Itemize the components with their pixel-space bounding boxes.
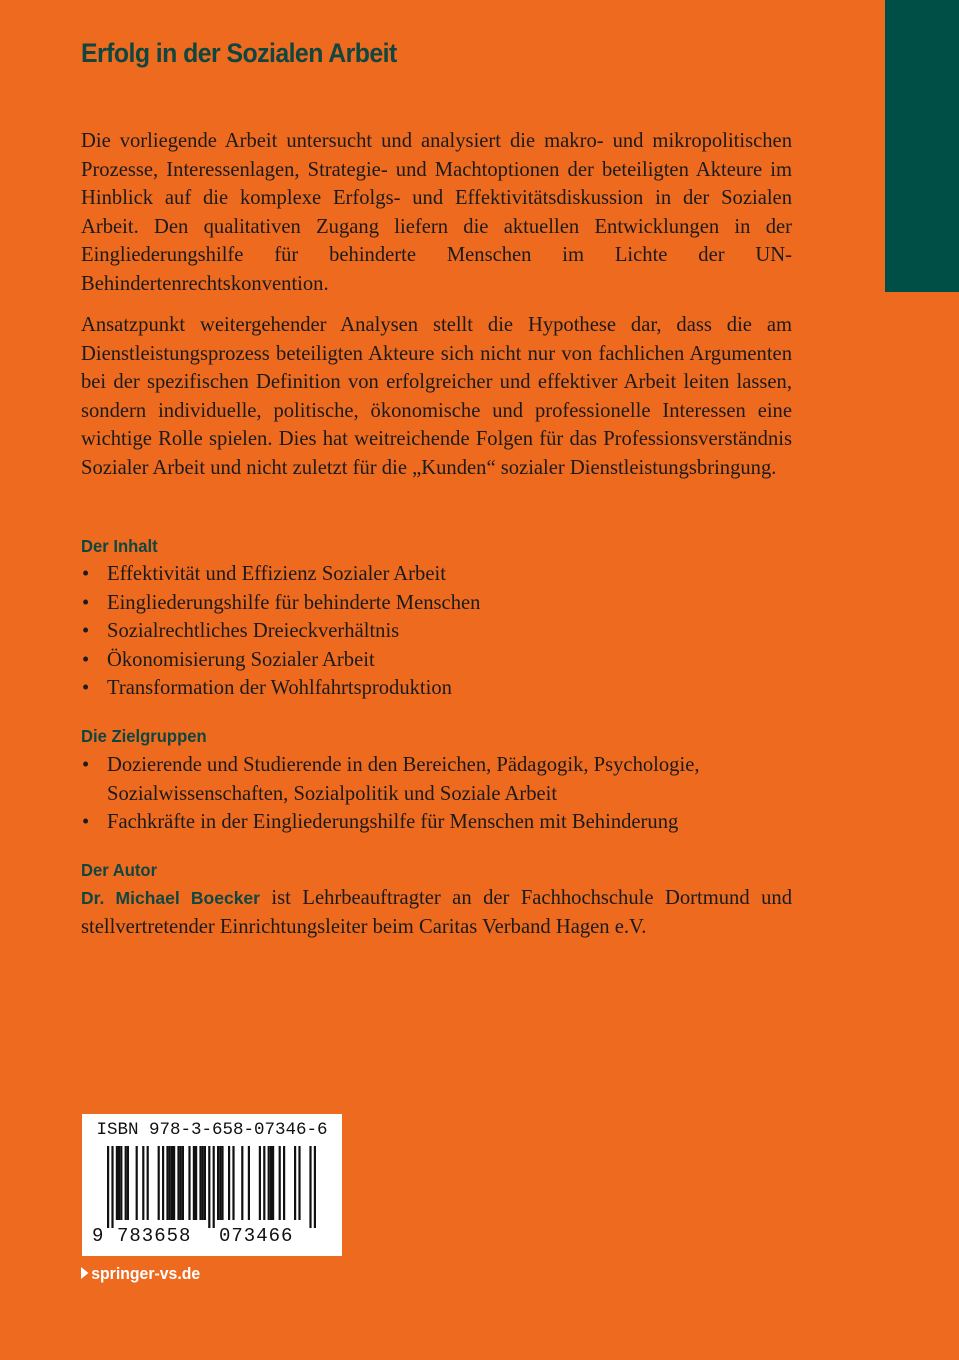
- contents-list-item: • Ökonomisierung Sozialer Arbeit: [81, 646, 801, 675]
- contents-list-item: • Sozialrechtliches Dreieckverhältnis: [81, 617, 801, 646]
- barcode-bar: [162, 1146, 164, 1220]
- author-bio-text: ist Lehrbeauftragter an der Fachhochschule Dortmund und stellvertretender Einrichtungsleiter beim Caritas Verband Hagen e.V.: [81, 887, 792, 938]
- barcode-bar: [213, 1146, 215, 1228]
- barcode-bar: [158, 1146, 160, 1220]
- bullet-icon: •: [82, 620, 90, 643]
- barcode-bar: [232, 1146, 234, 1220]
- author-bio: [81, 884, 792, 941]
- ean-first-digit: 9: [92, 1225, 105, 1247]
- barcode-bar: [309, 1146, 311, 1228]
- barcode-bar: [169, 1146, 171, 1220]
- barcode-bar: [147, 1146, 149, 1220]
- barcode-bar: [248, 1146, 250, 1220]
- barcode-bar: [272, 1146, 274, 1220]
- barcode-bar: [193, 1146, 195, 1220]
- barcode-bar: [188, 1146, 190, 1220]
- isbn-label: ISBN 978-3-658-07346-6: [96, 1120, 328, 1140]
- author-heading: Der Autor: [81, 860, 158, 880]
- bullet-icon: •: [82, 591, 90, 614]
- barcode-bar: [118, 1146, 120, 1220]
- barcode-bar: [263, 1146, 265, 1220]
- bullet-icon: •: [82, 754, 90, 776]
- description-paragraph-1: Die vorliegende Arbeit untersucht und analysiert die makro- und mikropolitischen Prozesse, Interessenlagen, Strategie- und Machtoptionen der beteiligten Akteure im Hinblick auf die komplexe Erfolgs- und Effektivitätsdiskussion in der Sozialen Arbeit. Den qualitativen Zugang liefern die aktuellen Entwicklungen in der Eingliederungshilfe für behinderte Menschen im Lichte der UN-Behindertenrechtskonvention.: [81, 130, 792, 295]
- contents-list: [81, 560, 801, 703]
- ean-left-digits: 783658: [117, 1225, 192, 1247]
- contents-list-item: • Eingliederungshilfe für behinderte Menschen: [81, 589, 801, 618]
- barcode-bar: [116, 1146, 118, 1220]
- barcode-bar: [279, 1146, 281, 1220]
- barcode-bar: [120, 1146, 122, 1220]
- book-title: Erfolg in der Sozialen Arbeit: [81, 38, 397, 68]
- barcode-bar: [127, 1146, 129, 1220]
- barcode-bar: [217, 1146, 219, 1220]
- barcode-bar: [270, 1146, 272, 1220]
- barcode-bar: [171, 1146, 173, 1220]
- barcode-bar: [107, 1146, 109, 1228]
- bullet-icon: •: [82, 811, 90, 834]
- barcode-bar: [202, 1146, 204, 1220]
- barcode-bar: [204, 1146, 206, 1220]
- barcode-bar: [221, 1146, 223, 1220]
- audience-heading: Die Zielgruppen: [81, 726, 207, 746]
- contents-heading: Der Inhalt: [81, 536, 158, 556]
- arrow-right-icon: [81, 1267, 88, 1279]
- audience-list-item: • Fachkräfte in der Eingliederungshilfe für Menschen mit Behinderung: [81, 808, 801, 837]
- barcode-bar: [195, 1146, 197, 1220]
- isbn-barcode: [82, 1114, 342, 1256]
- audience-list: [81, 751, 801, 837]
- barcode-bar: [298, 1146, 300, 1220]
- barcode-bar: [182, 1146, 184, 1220]
- barcode-bar: [228, 1146, 230, 1220]
- bullet-icon: •: [82, 563, 90, 585]
- barcode-bar: [125, 1146, 127, 1220]
- barcode-bar: [199, 1146, 201, 1220]
- audience-list-item: • Dozierende und Studierende in den Bereichen, Pädagogik, Psychologie, Sozialwissenschaften, Sozialpolitik und Soziale Arbeit: [81, 751, 801, 808]
- contents-list-item: • Transformation der Wohlfahrtsproduktion: [81, 674, 801, 703]
- description-paragraph-2: Ansatzpunkt weitergehender Analysen stellt die Hypothese dar, dass die am Dienstleistungsprozess beteiligten Akteure sich nicht nur von fachlichen Argumenten bei der spezifischen Definition von erfolgreicher und effektiver Arbeit leiten lassen, sondern individuelle, politische, ökonomische und professionelle Interessen eine wichtige Rolle spielen. Dies hat weitreichende Folgen für das Professionsverständnis Sozialer Arbeit und nicht zuletzt für die „Kunden“ sozialer Dienstleistungsbringung.: [81, 314, 792, 479]
- barcode-bar: [268, 1146, 270, 1220]
- barcode-bar: [294, 1146, 296, 1220]
- barcode-bar: [259, 1146, 261, 1220]
- ean-right-digits: 073466: [219, 1225, 294, 1247]
- barcode-bar: [219, 1146, 221, 1220]
- barcode-bar: [283, 1146, 285, 1220]
- publisher-link[interactable]: [81, 1264, 200, 1284]
- barcode-bar: [142, 1146, 144, 1220]
- spine-color-band: [885, 0, 959, 292]
- barcode-bars: [82, 1146, 342, 1230]
- barcode-bar: [111, 1146, 113, 1228]
- barcode-bar: [136, 1146, 138, 1220]
- barcode-bar: [173, 1146, 175, 1220]
- barcode-bar: [166, 1146, 168, 1220]
- bullet-icon: •: [82, 648, 90, 671]
- barcode-bar: [177, 1146, 179, 1220]
- publisher-url: springer-vs.de: [91, 1264, 201, 1283]
- barcode-bar: [314, 1146, 316, 1228]
- bullet-icon: •: [82, 677, 90, 700]
- barcode-bar: [241, 1146, 243, 1220]
- author-name: Dr. Michael Boecker: [81, 888, 260, 908]
- barcode-bar: [208, 1146, 210, 1228]
- contents-list-item: • Effektivität und Effizienz Sozialer Arbeit: [81, 560, 801, 589]
- barcode-bar: [180, 1146, 182, 1220]
